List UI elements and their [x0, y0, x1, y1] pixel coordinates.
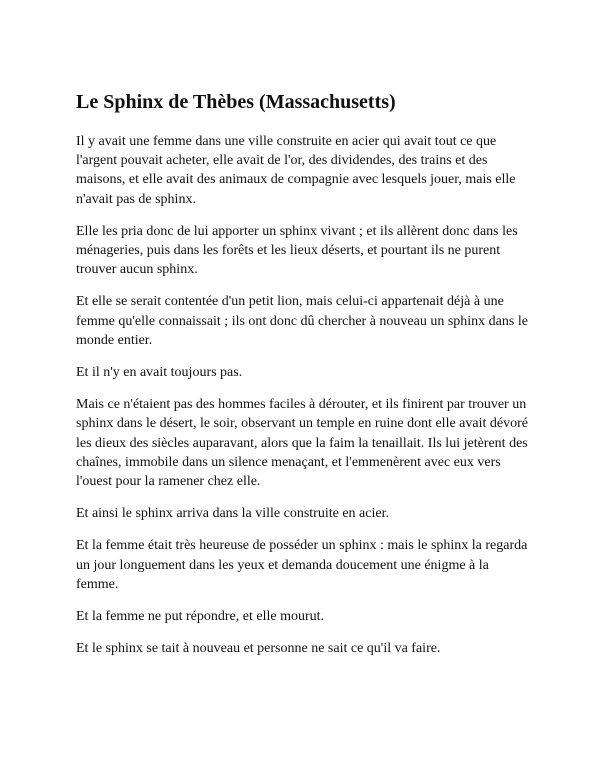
paragraph-2: Elle les pria donc de lui apporter un sphinx vivant ; et ils allèrent donc dans les ménageries, puis dans les forêts et les lieux déserts, et pourtant ils ne purent trouver aucun sphinx. [76, 223, 518, 278]
paragraph-6: Et ainsi le sphinx arriva dans la ville construite en acier. [76, 506, 389, 522]
paragraph-7: Et la femme était très heureuse de posséder un sphinx : mais le sphinx la regarda un jour longuement dans les yeux et demanda doucement une énigme à la femme. [76, 538, 528, 592]
paragraph-4: Et il n'y en avait toujours pas. [76, 365, 243, 381]
paragraph-5: Mais ce n'étaient pas des hommes faciles à dérouter, et ils finirent par trouver un sphinx dans le désert, le soir, observant un temple en ruine dont elle avait dévoré les dieux des siècles auparavant, alors que la faim la tenaillait. Ils lui jetèrent des chaînes, immobile dans un silence menaçant, et l'emmenèrent avec eux vers l'ouest pour la ramener chez elle. [76, 397, 528, 490]
paragraph-1: Il y avait une femme dans une ville construite en acier qui avait tout ce que l'argent pouvait acheter, elle avait de l'or, des dividendes, des trains et des maisons, et elle avait des animaux de compagnie avec lesquels jouer, mais elle n'avait pas de sphinx. [76, 134, 516, 207]
document-title: Le Sphinx de Thèbes (Massachusetts) [76, 91, 396, 113]
paragraph-3: Et elle se serait contentée d'un petit lion, mais celui-ci appartenait déjà à une femme qu'elle connaissait ; ils ont donc dû chercher à nouveau un sphinx dans le monde entier. [76, 294, 528, 348]
paragraph-8: Et la femme ne put répondre, et elle mourut. [76, 609, 325, 625]
paragraph-9: Et le sphinx se tait à nouveau et personne ne sait ce qu'il va faire. [76, 641, 441, 657]
document-page [76, 88, 528, 671]
